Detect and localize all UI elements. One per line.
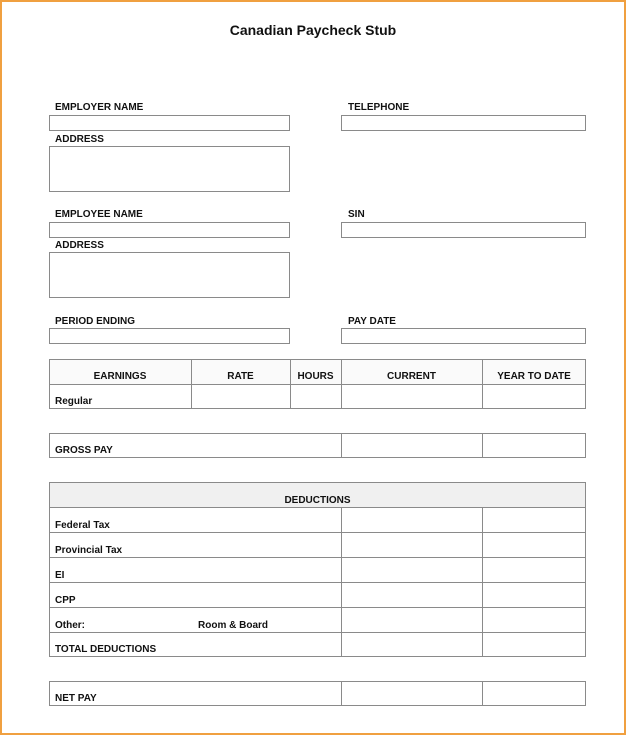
regular-label: Regular: [55, 396, 93, 407]
other-label: Other:: [55, 620, 85, 631]
provincial-tax-ytd-field[interactable]: [483, 533, 585, 557]
telephone-field[interactable]: [341, 115, 586, 131]
ei-label: EI: [55, 570, 65, 581]
employer-address-field[interactable]: [49, 146, 290, 192]
ytd-header: YEAR TO DATE: [497, 371, 571, 382]
provincial-tax-label: Provincial Tax: [55, 545, 123, 556]
pay-date-label: PAY DATE: [348, 316, 396, 327]
regular-rate-field[interactable]: [192, 385, 290, 408]
rate-header: RATE: [227, 371, 254, 382]
net-pay-ytd-field[interactable]: [483, 682, 585, 705]
pay-date-field[interactable]: [341, 328, 586, 344]
employee-address-label: ADDRESS: [55, 240, 104, 251]
room-board-label: Room & Board: [198, 620, 268, 631]
telephone-label: TELEPHONE: [348, 102, 410, 113]
regular-current-field[interactable]: [342, 385, 482, 408]
provincial-tax-current-field[interactable]: [342, 533, 482, 557]
sin-label: SIN: [348, 209, 365, 220]
sin-field[interactable]: [341, 222, 586, 238]
federal-tax-current-field[interactable]: [342, 508, 482, 532]
other-ytd-field[interactable]: [483, 608, 585, 632]
federal-tax-label: Federal Tax: [55, 520, 110, 531]
total-deductions-ytd-field[interactable]: [483, 633, 585, 656]
employer-name-field[interactable]: [49, 115, 290, 131]
employer-address-label: ADDRESS: [55, 134, 104, 145]
employee-address-field[interactable]: [49, 252, 290, 298]
cpp-ytd-field[interactable]: [483, 583, 585, 607]
cpp-current-field[interactable]: [342, 583, 482, 607]
current-header: CURRENT: [387, 371, 436, 382]
gross-pay-label: GROSS PAY: [55, 445, 113, 456]
deductions-header: DEDUCTIONS: [284, 495, 351, 506]
gross-pay-current-field[interactable]: [342, 434, 482, 457]
regular-ytd-field[interactable]: [483, 385, 585, 408]
federal-tax-ytd-field[interactable]: [483, 508, 585, 532]
ei-ytd-field[interactable]: [483, 558, 585, 582]
regular-hours-field[interactable]: [291, 385, 341, 408]
other-current-field[interactable]: [342, 608, 482, 632]
employer-name-label: EMPLOYER NAME: [55, 102, 144, 113]
total-deductions-current-field[interactable]: [342, 633, 482, 656]
gross-pay-ytd-field[interactable]: [483, 434, 585, 457]
cpp-label: CPP: [55, 595, 76, 606]
period-ending-label: PERIOD ENDING: [55, 316, 136, 327]
employee-name-label: EMPLOYEE NAME: [55, 209, 143, 220]
net-pay-current-field[interactable]: [342, 682, 482, 705]
hours-header: HOURS: [297, 371, 334, 382]
earnings-header: EARNINGS: [93, 371, 147, 382]
total-deductions-label: TOTAL DEDUCTIONS: [55, 644, 157, 655]
page-title: Canadian Paycheck Stub: [229, 22, 397, 38]
period-ending-field[interactable]: [49, 328, 290, 344]
ei-current-field[interactable]: [342, 558, 482, 582]
employee-name-field[interactable]: [49, 222, 290, 238]
net-pay-label: NET PAY: [55, 693, 97, 704]
